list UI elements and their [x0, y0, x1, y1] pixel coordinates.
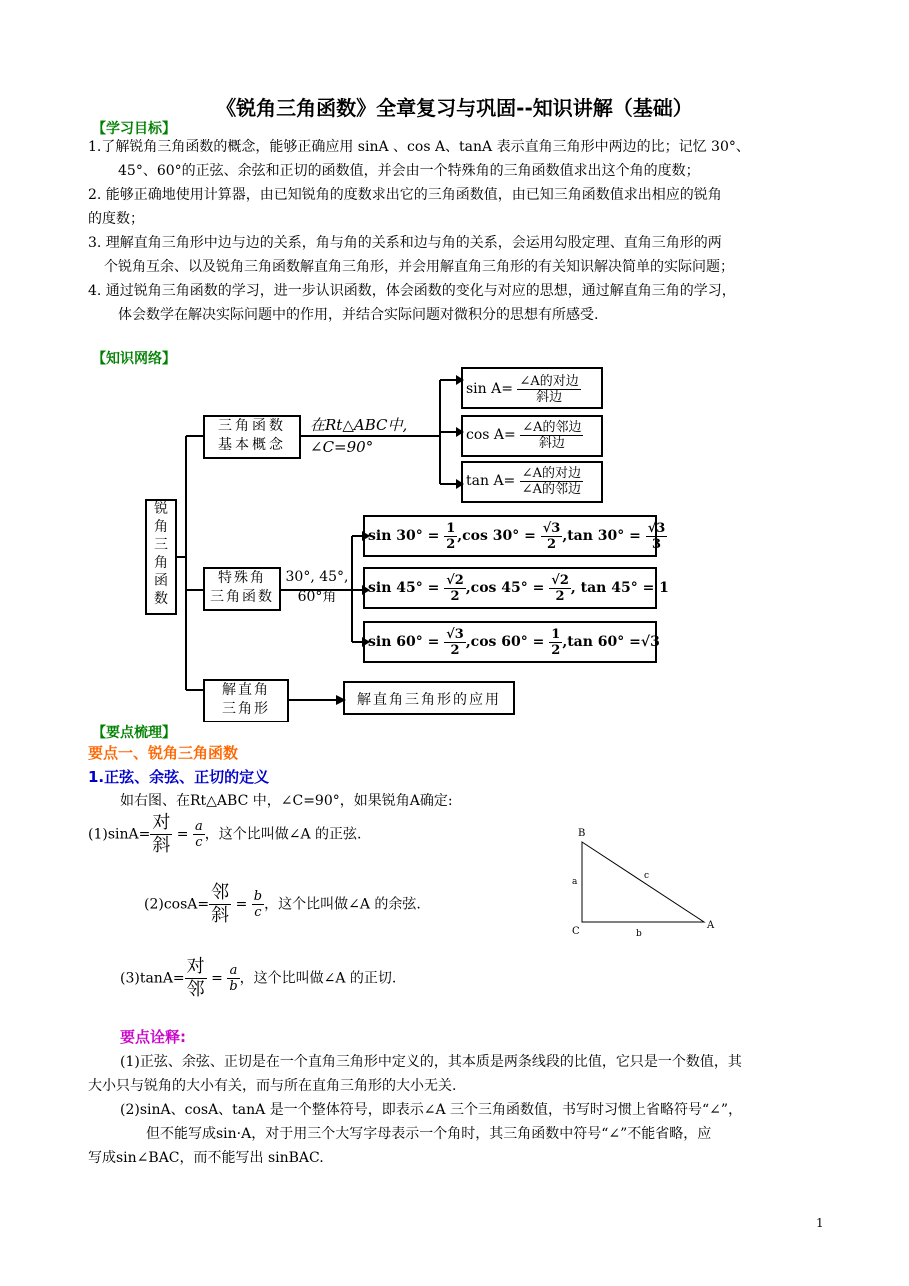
- denominator: 2: [551, 642, 561, 658]
- denominator: c: [254, 905, 262, 920]
- denominator: 3: [652, 536, 662, 552]
- tan-letter-fraction: [227, 963, 239, 994]
- sin-letter-fraction: [193, 819, 205, 850]
- sin60-label: sin 60° =: [368, 634, 440, 650]
- solve-triangle-line: 解直角: [222, 682, 270, 698]
- sin-def-label: sin A=: [466, 381, 513, 397]
- goal-line: 3. 理解直角三角形中边与边的关系，角与角的关系和边与角的关系，会运用勾股定理、直角三角形的两: [88, 235, 722, 251]
- cos30-value: [541, 521, 563, 552]
- goal-line: 个锐角互余、以及锐角三角函数解直角三角形，并会用解直角三角形的有关知识解决简单的实际问题；: [104, 259, 734, 275]
- basic-concept-label: [204, 417, 300, 455]
- sin30-value: [444, 521, 457, 552]
- denominator: c: [195, 835, 203, 850]
- solve-triangle-label: [204, 681, 288, 719]
- numerator: √3: [647, 520, 666, 536]
- notes-heading: 要点诠释:: [120, 1028, 186, 1046]
- sin-prefix: (1)sinA=: [88, 826, 151, 843]
- root-char: 函: [154, 573, 168, 589]
- sin-explanation: ，这个比叫做∠A 的正弦.: [204, 826, 362, 843]
- vertex-a-label: A: [707, 920, 715, 931]
- denominator: 2: [446, 536, 456, 552]
- tan-def: [466, 462, 583, 500]
- cos-word-fraction: [209, 882, 231, 927]
- sin-def: [466, 370, 581, 408]
- root-char: 角: [154, 519, 168, 535]
- sin-def-numerator: ∠A的对边: [519, 373, 579, 389]
- cos60-label: ,cos 60° =: [465, 634, 545, 650]
- tan30-label: ,tan 30° =: [562, 528, 641, 544]
- row-30: [368, 518, 667, 554]
- root-char: 三: [154, 537, 168, 553]
- note-line: (2)sinA、cosA、tanA 是一个整体符号，即表示∠A 三个三角函数值，书写时习惯上省略符号“∠”，: [120, 1102, 743, 1118]
- goal-line: 的度数；: [88, 211, 144, 227]
- section-points: 【要点梳理】: [92, 725, 176, 741]
- cos-def-numerator: ∠A的邻边: [522, 419, 582, 435]
- basic-condition-line: 在Rt△ABC中,: [310, 416, 408, 434]
- cos-def: [466, 416, 583, 454]
- tan-definition: (3)tanA= $\frac{\text{对}}{\text{邻}}$ = $\frac{a}{b}$ ，这个比叫做∠A 的正切.: [120, 956, 397, 1000]
- cos-letter-fraction: [252, 889, 264, 920]
- tan30-value: [646, 521, 668, 552]
- cos-def-denominator: 斜边: [538, 435, 565, 451]
- denominator: 斜: [152, 835, 171, 856]
- basic-concept-line: 三角函数: [218, 418, 286, 434]
- side-c-label: c: [644, 871, 650, 881]
- denominator: 2: [547, 536, 557, 552]
- basic-concept-line: 基本概念: [218, 437, 286, 453]
- row-60: [368, 624, 660, 660]
- denominator: 邻: [186, 979, 205, 1000]
- numerator: 对: [186, 956, 205, 977]
- cos60-value: [549, 627, 562, 658]
- root-char: 数: [154, 591, 168, 607]
- tan-def-denominator: ∠A的邻边: [521, 481, 582, 497]
- goal-line: 体会数学在解决实际问题中的作用，并结合实际问题对微积分的思想有所感受.: [118, 307, 599, 323]
- sin-def-fraction: [517, 374, 580, 405]
- section-network: 【知识网络】: [92, 351, 176, 367]
- root-char: 角: [154, 555, 168, 571]
- note-line: 大小只与锐角的大小有关，而与所在直角三角形的大小无关.: [88, 1078, 457, 1094]
- side-b-label: b: [636, 929, 642, 939]
- cos45-value: [549, 573, 571, 604]
- numerator: a: [227, 963, 239, 979]
- page-title: 《锐角三角函数》全章复习与巩固--知识讲解（基础）: [216, 96, 693, 120]
- tan45-label: , tan 45° = 1: [570, 580, 669, 596]
- point1-heading: 要点一、锐角三角函数: [88, 744, 239, 762]
- special-condition-line: 60°角: [297, 589, 337, 605]
- denominator: 斜: [211, 905, 230, 926]
- numerator: a: [195, 819, 203, 834]
- sin60-value: [444, 627, 466, 658]
- numerator: √2: [551, 572, 569, 588]
- goal-line: 2. 能够正确地使用计算器，由已知锐角的度数求出它的三角函数值，由已知三角函数值求出相应的锐角: [88, 187, 722, 203]
- triangle-shape: [582, 842, 704, 922]
- note-line: 但不能写成sin·A，对于用三个大写字母表示一个角时，其三角函数中符号“∠”不能省略，应: [146, 1126, 712, 1142]
- tan-def-fraction: [520, 466, 583, 497]
- cos-def-label: cos A=: [466, 427, 516, 443]
- vertex-c-label: C: [572, 926, 580, 937]
- sin-word-fraction: [150, 812, 172, 857]
- denominator: 2: [555, 588, 565, 604]
- root-char: 锐: [154, 501, 168, 517]
- numerator: √2: [446, 572, 464, 588]
- numerator: √3: [542, 520, 561, 536]
- note-line: (1)正弦、余弦、正切是在一个直角三角形中定义的，其本质是两条线段的比值，它只是一个数值，其: [120, 1054, 742, 1070]
- numerator: 邻: [211, 882, 230, 903]
- note-line: 写成sin∠BAC，而不能写出 sinBAC.: [88, 1150, 324, 1166]
- tan-prefix: (3)tanA=: [120, 970, 185, 987]
- point1-subheading: 1.正弦、余弦、正切的定义: [88, 768, 270, 786]
- tan60-label: ,tan 60° =√3: [562, 634, 660, 650]
- tan-explanation: ，这个比叫做∠A 的正切.: [239, 970, 397, 987]
- side-a-label: a: [572, 877, 578, 887]
- sin30-label: sin 30° =: [368, 528, 440, 544]
- special-angle-line: 特殊角: [218, 570, 266, 586]
- cos-prefix: (2)cosA=: [144, 896, 210, 913]
- solve-application-label: 解直角三角形的应用: [357, 692, 501, 708]
- goal-line: 45°、60°的正弦、余弦和正切的函数值，并会由一个特殊角的三角函数值求出这个角的度数；: [118, 163, 700, 179]
- denominator: 2: [450, 588, 460, 604]
- denominator: 2: [450, 642, 460, 658]
- vertex-b-label: B: [578, 828, 586, 839]
- numerator: 对: [152, 812, 171, 833]
- special-angle-line: 三角函数: [210, 589, 274, 605]
- basic-condition-line: ∠C=90°: [310, 438, 374, 456]
- goal-line: 4. 通过锐角三角函数的学习，进一步认识函数，体会函数的变化与对应的思想，通过解直角三角的学习，: [88, 283, 736, 299]
- root-label: [146, 500, 176, 608]
- goal-line: 1.了解锐角三角函数的概念，能够正确应用 sinA 、cos A、tanA 表示直角三角形中两边的比；记忆 30°、: [88, 139, 750, 155]
- tan-word-fraction: [185, 956, 207, 1001]
- basic-condition: [310, 414, 407, 458]
- cos-def-fraction: [520, 420, 583, 451]
- tan-def-label: tan A=: [466, 473, 516, 489]
- sin45-label: sin 45° =: [368, 580, 440, 596]
- row-45: [368, 570, 669, 606]
- numerator: b: [253, 889, 263, 904]
- sin-def-denominator: 斜边: [536, 389, 563, 405]
- numerator: 1: [446, 520, 456, 536]
- tan-def-numerator: ∠A的对边: [521, 465, 582, 481]
- special-condition: [284, 567, 350, 607]
- right-triangle-figure: [562, 822, 722, 942]
- page-number: 1: [816, 1216, 824, 1230]
- cos-definition: (2)cosA= $\frac{\text{邻}}{\text{斜}}$ = $\frac{b}{c}$ ，这个比叫做∠A 的余弦.: [144, 882, 421, 926]
- point1-intro: 如右图、在Rt△ABC 中，∠C=90°，如果锐角A确定:: [120, 793, 453, 809]
- cos45-label: ,cos 45° =: [465, 580, 545, 596]
- section-goals: 【学习目标】: [92, 121, 176, 137]
- cos-explanation: ，这个比叫做∠A 的余弦.: [264, 896, 421, 913]
- sin-definition: (1)sinA= $\frac{\text{对}}{\text{斜}}$ = $\frac{a}{c}$ ，这个比叫做∠A 的正弦.: [88, 812, 362, 856]
- sin45-value: [444, 573, 466, 604]
- solve-triangle-line: 三角形: [222, 701, 270, 717]
- numerator: √3: [446, 626, 464, 642]
- special-angle-label: [204, 569, 280, 607]
- cos30-label: ,cos 30° =: [457, 528, 536, 544]
- special-condition-line: 30°, 45°,: [285, 569, 349, 585]
- denominator: b: [229, 979, 238, 994]
- numerator: 1: [551, 626, 561, 642]
